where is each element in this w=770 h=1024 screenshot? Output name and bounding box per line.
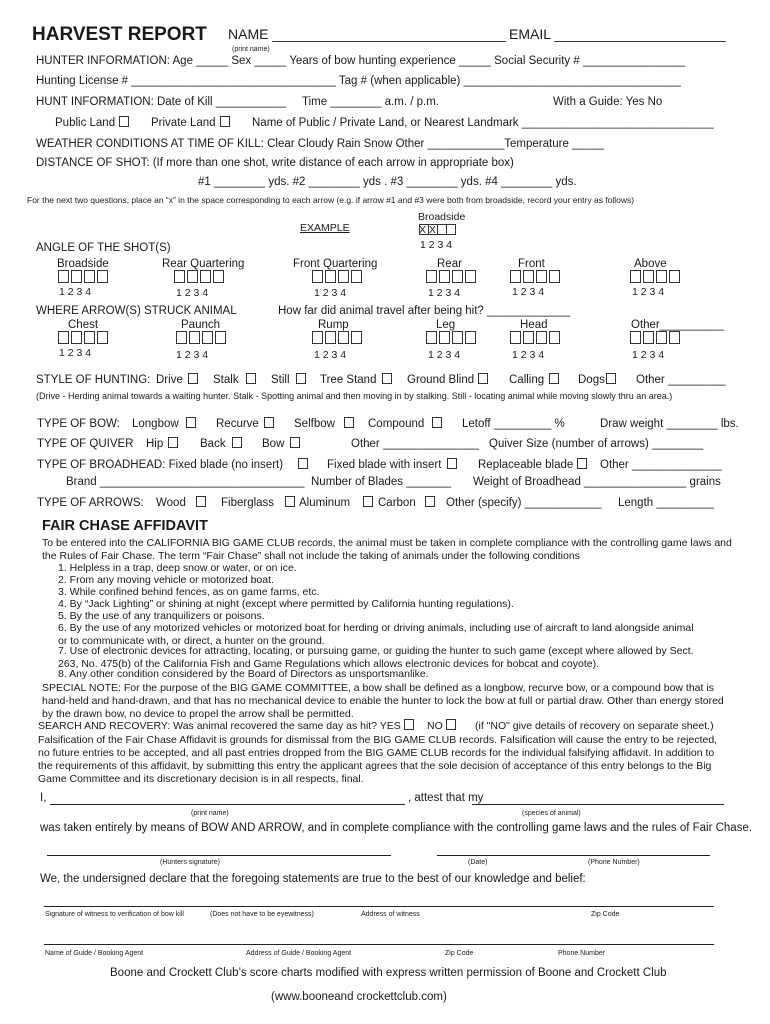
- condition-6: 6. By the use of any motorized vehicles or motorized boat for herding or driving animals, including use of aircraft to land alongside animal or to communicate with, or direct, a hunter on the ground.: [58, 622, 694, 647]
- special-note: SPECIAL NOTE: For the purpose of the BIG GAME COMMITTEE, a bow shall be defined as a longbow, recurve bow, or a compound bow that is hand-held and hand-drawn, and that has no mechanical device to enable the hunter to lock the bow at full or partial draw. Other than energy stored by the drawn bow, no device to propel the arrow shall be permitted.: [42, 682, 724, 720]
- arrows-label: TYPE OF ARROWS:: [37, 497, 144, 509]
- condition-4: 4. By “Jack Lighting” or shining at night (except where permitted by California hunting regulations).: [58, 598, 514, 610]
- broadhead-weight-field[interactable]: Weight of Broadhead ________________ grains: [473, 476, 721, 488]
- calling-checkbox[interactable]: [549, 373, 559, 384]
- struck-leg: Leg: [436, 319, 456, 331]
- broadhead-insert: Fixed blade with insert: [327, 459, 442, 471]
- quiver-other[interactable]: Other _______________: [351, 438, 479, 450]
- angle-group-6-arrow-1-checkbox[interactable]: [630, 270, 641, 283]
- angle-nums-3: 1 2 3 4: [314, 287, 347, 299]
- style-other[interactable]: Other _________: [636, 374, 726, 386]
- search-recovery: SEARCH AND RECOVERY: Was animal recovered the same day as hit? YES: [38, 720, 401, 732]
- print-name-line[interactable]: [50, 804, 405, 805]
- struck-group-6-arrow-3-checkbox[interactable]: [656, 331, 667, 344]
- compound-checkbox[interactable]: [432, 417, 442, 428]
- email-field[interactable]: EMAIL ______________________: [509, 26, 726, 42]
- distance-title: DISTANCE OF SHOT: (If more than one shot, write distance of each arrow in appropriate box): [36, 157, 514, 169]
- struck-group-1-arrow-3-checkbox[interactable]: [84, 331, 95, 344]
- struck-group-2-arrow-2-checkbox[interactable]: [189, 331, 200, 344]
- style-label: STYLE OF HUNTING:: [36, 374, 151, 386]
- struck-group-4-arrow-1-checkbox[interactable]: [426, 331, 437, 344]
- example-marks: X X: [419, 224, 436, 236]
- style-still: Still: [271, 374, 290, 386]
- weather-line[interactable]: WEATHER CONDITIONS AT TIME OF KILL: Clear Cloudy Rain Snow Other ____________Temperature _____: [36, 138, 605, 150]
- affidavit-intro: To be entered into the CALIFORNIA BIG GAME CLUB records, the animal must be taken in complete compliance with the controlling game laws and the Rules of Fair Chase. The term “Fair Chase” shall not include the taking of animals under the following conditions: [42, 537, 732, 562]
- witness-caption: Signature of witness to verification of bow kill: [45, 911, 184, 918]
- public-land-label: Public Land: [55, 117, 116, 129]
- struck-group-4-arrow-3-checkbox[interactable]: [452, 331, 463, 344]
- ground-blind-checkbox[interactable]: [478, 373, 488, 384]
- name-field[interactable]: NAME ______________________________: [228, 26, 506, 42]
- angle-group-5-arrow-4-checkbox[interactable]: [549, 270, 560, 283]
- bow-longbow: Longbow: [132, 418, 179, 430]
- condition-3: 3. While confined behind fences, as on game farms, etc.: [58, 586, 320, 598]
- declaration: We, the undersigned declare that the foregoing statements are true to the best of our knowledge and belief:: [40, 873, 586, 885]
- angle-nums-2: 1 2 3 4: [176, 287, 209, 299]
- license-tag-line[interactable]: Hunting License # ________________________________ Tag # (when applicable) __________________________________: [36, 75, 682, 87]
- struck-title: WHERE ARROW(S) STRUCK ANIMAL: [36, 305, 237, 317]
- example-broadside: Broadside: [418, 211, 466, 223]
- draw-weight-field[interactable]: Draw weight ________ lbs.: [600, 418, 739, 430]
- bow-quiver-checkbox[interactable]: [290, 437, 300, 448]
- hip-checkbox[interactable]: [168, 437, 178, 448]
- quiver-label: TYPE OF QUIVER: [37, 438, 134, 450]
- angle-group-4-arrow-3-checkbox[interactable]: [452, 270, 463, 283]
- quiver-bow: Bow: [262, 438, 285, 450]
- struck-group-6-arrow-2-checkbox[interactable]: [643, 331, 654, 344]
- angle-front-quartering: Front Quartering: [293, 258, 378, 270]
- struck-group-2-arrow-1-checkbox[interactable]: [176, 331, 187, 344]
- angle-group-3-arrow-3-checkbox[interactable]: [338, 270, 349, 283]
- angle-group-1-arrow-2-checkbox[interactable]: [71, 270, 82, 283]
- print-name-caption-2: (print name): [191, 810, 229, 817]
- struck-other[interactable]: Other__________: [631, 319, 724, 331]
- angle-rear: Rear: [437, 258, 462, 270]
- fiberglass-checkbox[interactable]: [285, 496, 295, 507]
- broadhead-label: TYPE OF BROADHEAD: Fixed blade (no insert): [37, 459, 284, 471]
- longbow-checkbox[interactable]: [186, 417, 196, 428]
- angle-title: ANGLE OF THE SHOT(S): [36, 242, 171, 254]
- date-caption: (Date): [468, 859, 488, 866]
- style-ground-blind: Ground Blind: [407, 374, 475, 386]
- condition-1: 1. Helpless in a trap, deep snow or water, or on ice.: [58, 562, 297, 574]
- broadhead-other[interactable]: Other ______________: [600, 459, 722, 471]
- guide-name-caption: Name of Guide / Booking Agent: [45, 950, 144, 957]
- struck-nums-3: 1 2 3 4: [314, 349, 347, 361]
- witness-zip-caption: Zip Code: [591, 911, 620, 918]
- species-line[interactable]: [472, 804, 724, 805]
- style-drive: Drive: [156, 374, 183, 386]
- struck-nums-4: 1 2 3 4: [428, 349, 461, 361]
- private-land-checkbox[interactable]: [220, 116, 230, 127]
- guide-zip-caption: Zip Code: [445, 950, 474, 957]
- style-dogs: Dogs: [578, 374, 605, 386]
- struck-group-1-arrow-1-checkbox[interactable]: [58, 331, 69, 344]
- angle-group-4-arrow-1-checkbox[interactable]: [426, 270, 437, 283]
- style-note: (Drive - Herding animal towards a waiting hunter. Stalk - Spotting animal and then moving in by stalking. Still - locating animal while moving slowly thru an area.): [36, 391, 673, 401]
- recovered-yes-checkbox[interactable]: [404, 719, 414, 730]
- carbon-checkbox[interactable]: [425, 496, 435, 507]
- angle-nums-5: 1 2 3 4: [512, 286, 545, 298]
- brand-field[interactable]: Brand ________________________________: [66, 476, 305, 488]
- struck-group-4-arrow-2-checkbox[interactable]: [439, 331, 450, 344]
- affidavit-title: FAIR CHASE AFFIDAVIT: [42, 518, 208, 534]
- struck-group-3-arrow-3-checkbox[interactable]: [338, 331, 349, 344]
- angle-group-3-arrow-2-checkbox[interactable]: [325, 270, 336, 283]
- replaceable-checkbox[interactable]: [577, 458, 587, 469]
- page-title: HARVEST REPORT: [32, 24, 207, 45]
- struck-chest: Chest: [68, 319, 99, 331]
- travel-field[interactable]: How far did animal travel after being hit? _____________: [278, 305, 571, 317]
- length-field[interactable]: Length _________: [618, 497, 714, 509]
- bow-compound: Compound: [368, 418, 425, 430]
- still-checkbox[interactable]: [296, 373, 306, 384]
- angle-group-4-arrow-4-checkbox[interactable]: [465, 270, 476, 283]
- hunter-info-line[interactable]: HUNTER INFORMATION: Age _____ Sex _____ Years of bow hunting experience _____ Social Security # ________________: [36, 55, 686, 67]
- dogs-checkbox[interactable]: [606, 373, 616, 384]
- angle-above: Above: [634, 258, 667, 270]
- wood-checkbox[interactable]: [196, 496, 206, 507]
- angle-broadside: Broadside: [57, 258, 109, 270]
- style-stalk: Stalk: [213, 374, 239, 386]
- angle-group-4-arrow-2-checkbox[interactable]: [439, 270, 450, 283]
- tree-stand-checkbox[interactable]: [382, 373, 392, 384]
- angle-group-2-arrow-3-checkbox[interactable]: [200, 270, 211, 283]
- date-of-kill-field[interactable]: HUNT INFORMATION: Date of Kill ___________: [36, 96, 287, 108]
- struck-group-5-arrow-3-checkbox[interactable]: [536, 331, 547, 344]
- footer-credit: Boone and Crockett Club’s score charts modified with express written permission of Boone and Crockett Club: [110, 967, 667, 979]
- fixed-insert-checkbox[interactable]: [447, 458, 457, 469]
- struck-group-3-arrow-2-checkbox[interactable]: [325, 331, 336, 344]
- arrows-other[interactable]: Other (specify) ____________: [446, 497, 602, 509]
- struck-group-6-arrow-1-checkbox[interactable]: [630, 331, 641, 344]
- public-land-checkbox[interactable]: [119, 116, 129, 127]
- condition-7: 7. Use of electronic devices for attracting, locating, or pursuing game, or guiding the hunter to such game (except where allowed by Sect. 263, No. 475(b) of the California Fish and Game Regulations which allows electronic devices for bobcat and coyote).: [58, 645, 694, 670]
- struck-group-5-arrow-2-checkbox[interactable]: [523, 331, 534, 344]
- angle-front: Front: [518, 258, 545, 270]
- selfbow-checkbox[interactable]: [344, 417, 354, 428]
- species-caption: (species of animal): [522, 810, 581, 817]
- bow-selfbow: Selfbow: [294, 418, 335, 430]
- condition-5: 5. By the use of any tranquilizers or poisons.: [58, 610, 265, 622]
- angle-nums-4: 1 2 3 4: [428, 287, 461, 299]
- angle-rear-quartering: Rear Quartering: [162, 258, 245, 270]
- angle-group-5-arrow-1-checkbox[interactable]: [510, 270, 521, 283]
- arrows-wood: Wood: [156, 497, 186, 509]
- aluminum-checkbox[interactable]: [363, 496, 373, 507]
- attest-i: I,: [40, 792, 47, 804]
- stalk-checkbox[interactable]: [246, 373, 256, 384]
- arrows-fiberglass: Fiberglass: [221, 497, 275, 509]
- if-no-note: (if "NO" give details of recovery on separate sheet.): [475, 720, 714, 732]
- struck-nums-5: 1 2 3 4: [512, 349, 545, 361]
- struck-group-6-arrow-4-checkbox[interactable]: [669, 331, 680, 344]
- footer-url[interactable]: (www.booneand crockettclub.com): [271, 991, 447, 1003]
- angle-group-1-arrow-3-checkbox[interactable]: [84, 270, 95, 283]
- struck-paunch: Paunch: [181, 319, 221, 331]
- struck-nums-6: 1 2 3 4: [632, 349, 665, 361]
- arrows-aluminum: Aluminum: [299, 497, 351, 509]
- struck-group-2-arrow-3-checkbox[interactable]: [202, 331, 213, 344]
- struck-group-1-arrow-2-checkbox[interactable]: [71, 331, 82, 344]
- struck-head: Head: [520, 319, 548, 331]
- hunter-signature-line[interactable]: [47, 855, 391, 856]
- blades-field[interactable]: Number of Blades _______: [311, 476, 452, 488]
- struck-group-2-arrow-4-checkbox[interactable]: [215, 331, 226, 344]
- recovered-no-checkbox[interactable]: [446, 719, 456, 730]
- phone-caption: (Phone Number): [588, 859, 640, 866]
- struck-group-3-arrow-1-checkbox[interactable]: [312, 331, 323, 344]
- instructions: For the next two questions, place an “x” in the space corresponding to each arrow (e.g. if arrow #1 and #3 were both from broadside, record your entry as follows): [27, 195, 635, 205]
- struck-group-3-arrow-4-checkbox[interactable]: [351, 331, 362, 344]
- example-nums: 1 2 3 4: [420, 239, 453, 251]
- struck-group-4-arrow-4-checkbox[interactable]: [465, 331, 476, 344]
- struck-nums-2: 1 2 3 4: [176, 349, 209, 361]
- angle-group-2-arrow-2-checkbox[interactable]: [187, 270, 198, 283]
- distance-fields[interactable]: #1 ________ yds. #2 ________ yds . #3 ________ yds. #4 ________ yds.: [198, 176, 577, 188]
- struck-group-5-arrow-4-checkbox[interactable]: [549, 331, 560, 344]
- struck-rump: Rump: [318, 319, 349, 331]
- angle-group-5-arrow-3-checkbox[interactable]: [536, 270, 547, 283]
- recurve-checkbox[interactable]: [264, 417, 274, 428]
- struck-group-5-arrow-1-checkbox[interactable]: [510, 331, 521, 344]
- taken-statement: was taken entirely by means of BOW AND ARROW, and in complete compliance with the controlling game laws and the rules of Fair Chase.: [40, 822, 753, 834]
- struck-nums-1: 1 2 3 4: [59, 347, 92, 359]
- arrows-carbon: Carbon: [378, 497, 416, 509]
- example-label: EXAMPLE: [300, 222, 350, 234]
- guide-phone-caption: Phone Number: [558, 950, 606, 957]
- angle-nums-6: 1 2 3 4: [632, 286, 665, 298]
- guide-choice[interactable]: With a Guide: Yes No: [553, 96, 663, 108]
- drive-checkbox[interactable]: [188, 373, 198, 384]
- quiver-hip: Hip: [146, 438, 164, 450]
- witness-address-caption: Address of witness: [361, 911, 420, 918]
- eyewitness-caption: (Does not have to be eyewitness): [210, 911, 314, 918]
- date-phone-line[interactable]: [437, 855, 710, 856]
- letoff-field[interactable]: Letoff _________ %: [462, 418, 565, 430]
- bow-label: TYPE OF BOW:: [37, 418, 120, 430]
- angle-group-3-arrow-4-checkbox[interactable]: [351, 270, 362, 283]
- condition-2: 2. From any moving vehicle or motorized boat.: [58, 574, 274, 586]
- hunter-signature-caption: (Hunters signature): [160, 859, 220, 866]
- guide-line[interactable]: [44, 944, 714, 945]
- back-checkbox[interactable]: [232, 437, 242, 448]
- angle-group-1-arrow-4-checkbox[interactable]: [97, 270, 108, 283]
- angle-nums-1: 1 2 3 4: [59, 286, 92, 298]
- quiver-size-field[interactable]: Quiver Size (number of arrows) ________: [489, 438, 704, 450]
- fixed-no-insert-checkbox[interactable]: [298, 458, 308, 469]
- guide-address-caption: Address of Guide / Booking Agent: [246, 950, 352, 957]
- angle-group-1-arrow-1-checkbox[interactable]: [58, 270, 69, 283]
- time-field[interactable]: Time ________ a.m. / p.m.: [302, 96, 440, 108]
- quiver-back: Back: [200, 438, 226, 450]
- broadhead-replaceable: Replaceable blade: [478, 459, 574, 471]
- angle-group-6-arrow-2-checkbox[interactable]: [643, 270, 654, 283]
- angle-group-6-arrow-3-checkbox[interactable]: [656, 270, 667, 283]
- angle-group-6-arrow-4-checkbox[interactable]: [669, 270, 680, 283]
- recovered-no-label: NO: [427, 720, 443, 732]
- falsification-note: Falsification of the Fair Chase Affidavit is grounds for dismissal from the BIG GAME CLUB records. Falsification will cause the entry to be rejected, no future entries to be accepted, and all past entries dropped from the BIG GAME CLUB records for the individual falsifying affidavit. In addition to the requirements of this affidavit, by submitting this entry the applicant agrees that the sole decision of acceptance of this entry belongs to the Big Game Committee and its discretionary decision is in all respects, final.: [38, 734, 718, 785]
- bow-recurve: Recurve: [216, 418, 259, 430]
- witness-line[interactable]: [44, 906, 714, 907]
- attest-text: , attest that my: [408, 792, 484, 804]
- land-name-field[interactable]: Name of Public / Private Land, or Nearest Landmark ______________________________: [252, 117, 714, 129]
- private-land-label: Private Land: [151, 117, 216, 129]
- angle-group-2-arrow-4-checkbox[interactable]: [213, 270, 224, 283]
- style-tree-stand: Tree Stand: [320, 374, 377, 386]
- struck-group-1-arrow-4-checkbox[interactable]: [97, 331, 108, 344]
- example-box-4: [446, 224, 456, 235]
- style-calling: Calling: [509, 374, 545, 386]
- condition-8: 8. Any other condition considered by the Board of Directors as unsportsmanlike.: [58, 668, 429, 680]
- angle-group-3-arrow-1-checkbox[interactable]: [312, 270, 323, 283]
- angle-group-2-arrow-1-checkbox[interactable]: [174, 270, 185, 283]
- angle-group-5-arrow-2-checkbox[interactable]: [523, 270, 534, 283]
- print-name-caption: (print name): [232, 46, 270, 53]
